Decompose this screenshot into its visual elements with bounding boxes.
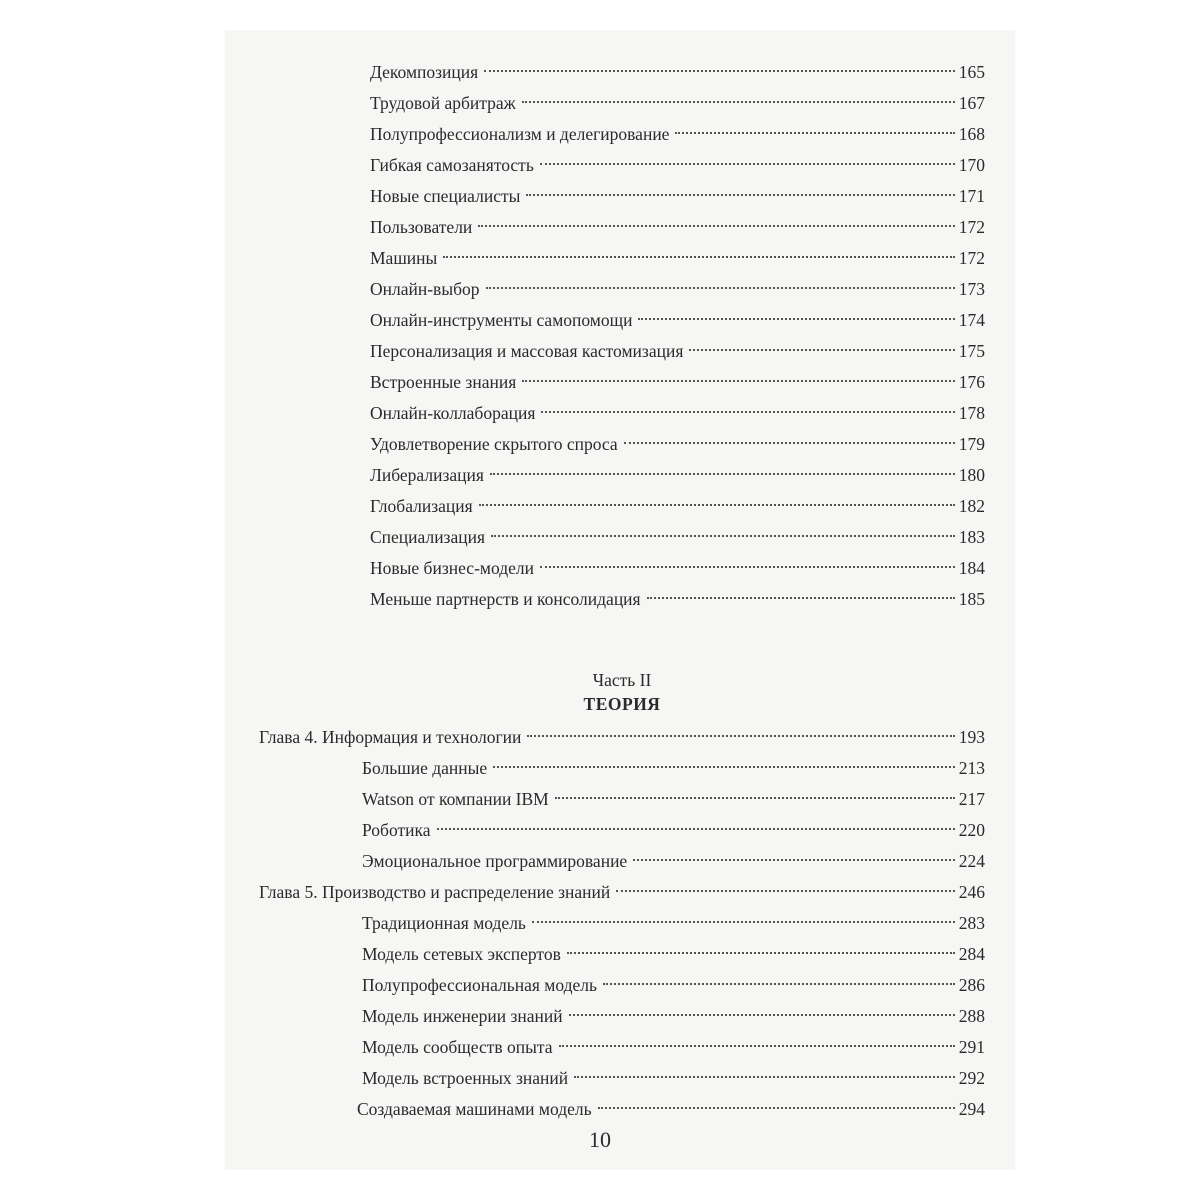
toc-entry bbox=[370, 491, 985, 521]
toc-entry bbox=[370, 584, 985, 614]
toc-entry-page: 179 bbox=[958, 434, 985, 454]
toc-chapter-title: Глава 5. Производство и распределение знаний bbox=[259, 882, 611, 902]
toc-entry bbox=[362, 970, 985, 1000]
dot-leader bbox=[689, 349, 954, 351]
toc-entry-title: Удовлетворение скрытого спроса bbox=[370, 434, 618, 454]
toc-entry bbox=[362, 753, 985, 783]
dot-leader bbox=[493, 766, 955, 768]
toc-entry bbox=[370, 522, 985, 552]
toc-entry bbox=[370, 88, 985, 118]
page-number: 10 bbox=[589, 1127, 611, 1152]
dot-leader bbox=[526, 194, 954, 196]
toc-chapter-title: Глава 4. Информация и технологии bbox=[259, 727, 522, 747]
toc-entry-page: 213 bbox=[958, 758, 985, 778]
toc-entry-title: Встроенные знания bbox=[370, 372, 517, 392]
toc-entry bbox=[370, 460, 985, 490]
toc-entry-page: 173 bbox=[958, 279, 985, 299]
dot-leader bbox=[479, 504, 955, 506]
dot-leader bbox=[540, 566, 955, 568]
toc-entry-page: 171 bbox=[958, 186, 985, 206]
toc-entry-page: 172 bbox=[958, 217, 985, 237]
dot-leader bbox=[569, 1014, 955, 1016]
dot-leader bbox=[603, 983, 955, 985]
toc-entry bbox=[370, 243, 985, 273]
dot-leader bbox=[638, 318, 954, 320]
toc-entry bbox=[370, 553, 985, 583]
dot-leader bbox=[598, 1107, 955, 1109]
toc-entry-page: 217 bbox=[958, 789, 985, 809]
dot-leader bbox=[555, 797, 955, 799]
toc-entry-page: 170 bbox=[958, 155, 985, 175]
toc-entry bbox=[370, 181, 985, 211]
toc-entry bbox=[362, 815, 985, 845]
toc-entry-title: Онлайн-коллаборация bbox=[370, 403, 536, 423]
toc-entry-title: Онлайн-инструменты самопомощи bbox=[370, 310, 633, 330]
toc-entry-title: Специализация bbox=[370, 527, 486, 547]
toc-entry-title: Новые специалисты bbox=[370, 186, 521, 206]
toc-entry bbox=[370, 119, 985, 149]
toc-entry-page: 175 bbox=[958, 341, 985, 361]
toc-entry-title: Большие данные bbox=[362, 758, 488, 778]
toc-entry-title: Модель сетевых экспертов bbox=[362, 944, 561, 964]
toc-entry-page: 185 bbox=[958, 589, 985, 609]
dot-leader bbox=[484, 70, 955, 72]
dot-leader bbox=[559, 1045, 955, 1047]
dot-leader bbox=[624, 442, 955, 444]
toc-entry bbox=[362, 1001, 985, 1031]
dot-leader bbox=[675, 132, 954, 134]
toc-entry-page: 165 bbox=[958, 62, 985, 82]
dot-leader bbox=[522, 380, 955, 382]
dot-leader bbox=[541, 411, 954, 413]
toc-entry bbox=[362, 939, 985, 969]
toc-entry bbox=[370, 274, 985, 304]
toc-entry-page: 288 bbox=[958, 1006, 985, 1026]
toc-entry-page: 286 bbox=[958, 975, 985, 995]
dot-leader bbox=[486, 287, 955, 289]
toc-entry-title: Пользователи bbox=[370, 217, 473, 237]
toc-entry bbox=[362, 1032, 985, 1062]
toc-entry-title: Глобализация bbox=[370, 496, 473, 516]
toc-entry-page: 284 bbox=[958, 944, 985, 964]
toc-entry bbox=[370, 150, 985, 180]
toc-entry-page: 220 bbox=[958, 820, 985, 840]
toc-entry bbox=[362, 908, 985, 938]
toc-chapter bbox=[259, 722, 985, 752]
dot-leader bbox=[574, 1076, 955, 1078]
toc-entry-page: 292 bbox=[958, 1068, 985, 1088]
toc-entry-title: Новые бизнес-модели bbox=[370, 558, 534, 578]
toc-entry-title: Онлайн-выбор bbox=[370, 279, 480, 299]
toc-entry bbox=[370, 57, 985, 87]
toc-entry bbox=[370, 212, 985, 242]
toc-entry-page: 172 bbox=[958, 248, 985, 268]
toc-entry-title: Традиционная модель bbox=[362, 913, 526, 933]
toc-entry-title: Персонализация и массовая кастомизация bbox=[370, 341, 684, 361]
toc-entry-title: Полупрофессионализм и делегирование bbox=[370, 124, 670, 144]
toc-entry-title: Модель сообществ опыта bbox=[362, 1037, 553, 1057]
toc-entry-title: Либерализация bbox=[370, 465, 484, 485]
dot-leader bbox=[522, 101, 955, 103]
toc-entry-page: 174 bbox=[958, 310, 985, 330]
toc-entry-page: 183 bbox=[958, 527, 985, 547]
dot-leader bbox=[490, 473, 955, 475]
dot-leader bbox=[437, 828, 955, 830]
toc-entry bbox=[370, 336, 985, 366]
toc-chapter bbox=[259, 877, 985, 907]
toc-entry bbox=[362, 784, 985, 814]
toc-entry-page: 224 bbox=[958, 851, 985, 871]
part-label: Часть II bbox=[592, 670, 652, 690]
dot-leader bbox=[532, 921, 955, 923]
toc-entry-title: Трудовой арбитраж bbox=[370, 93, 516, 113]
toc-entry-page: 176 bbox=[958, 372, 985, 392]
toc-entry-title: Декомпозиция bbox=[370, 62, 479, 82]
toc-entry-title: Меньше партнерств и консолидация bbox=[370, 589, 641, 609]
toc-entry-title: Роботика bbox=[362, 820, 431, 840]
toc-entry-page: 283 bbox=[958, 913, 985, 933]
toc-entry-title: Модель инженерии знаний bbox=[362, 1006, 563, 1026]
toc-entry-page: 168 bbox=[958, 124, 985, 144]
toc-entry-page: 184 bbox=[958, 558, 985, 578]
toc-entry bbox=[370, 367, 985, 397]
toc-entry-title: Полупрофессиональная модель bbox=[362, 975, 597, 995]
toc-entry bbox=[357, 1094, 985, 1124]
toc-entry-page: 182 bbox=[958, 496, 985, 516]
toc-entry bbox=[370, 305, 985, 335]
toc-entry bbox=[370, 429, 985, 459]
dot-leader bbox=[540, 163, 955, 165]
toc-chapter-page: 246 bbox=[958, 882, 985, 902]
dot-leader bbox=[647, 597, 955, 599]
toc-entry-page: 291 bbox=[958, 1037, 985, 1057]
toc-entry-title: Watson от компании IBM bbox=[362, 789, 549, 809]
toc-entry-title: Эмоциональное программирование bbox=[362, 851, 628, 871]
dot-leader bbox=[443, 256, 954, 258]
dot-leader bbox=[491, 535, 955, 537]
toc-entry bbox=[362, 1063, 985, 1093]
dot-leader bbox=[478, 225, 954, 227]
dot-leader bbox=[616, 890, 955, 892]
toc-entry-title: Гибкая самозанятость bbox=[370, 155, 534, 175]
dot-leader bbox=[633, 859, 955, 861]
dot-leader bbox=[527, 735, 954, 737]
toc-entry-title: Машины bbox=[370, 248, 438, 268]
toc-chapter-page: 193 bbox=[958, 727, 985, 747]
toc-entry-page: 294 bbox=[958, 1099, 985, 1119]
toc-entry bbox=[370, 398, 985, 428]
part-title: ТЕОРИЯ bbox=[583, 694, 661, 714]
dot-leader bbox=[567, 952, 955, 954]
toc-entry-page: 178 bbox=[958, 403, 985, 423]
toc-entry-page: 180 bbox=[958, 465, 985, 485]
toc-entry bbox=[362, 846, 985, 876]
toc-entry-page: 167 bbox=[958, 93, 985, 113]
toc-entry-title: Модель встроенных знаний bbox=[362, 1068, 569, 1088]
toc-entry-title: Создаваемая машинами модель bbox=[357, 1099, 592, 1119]
